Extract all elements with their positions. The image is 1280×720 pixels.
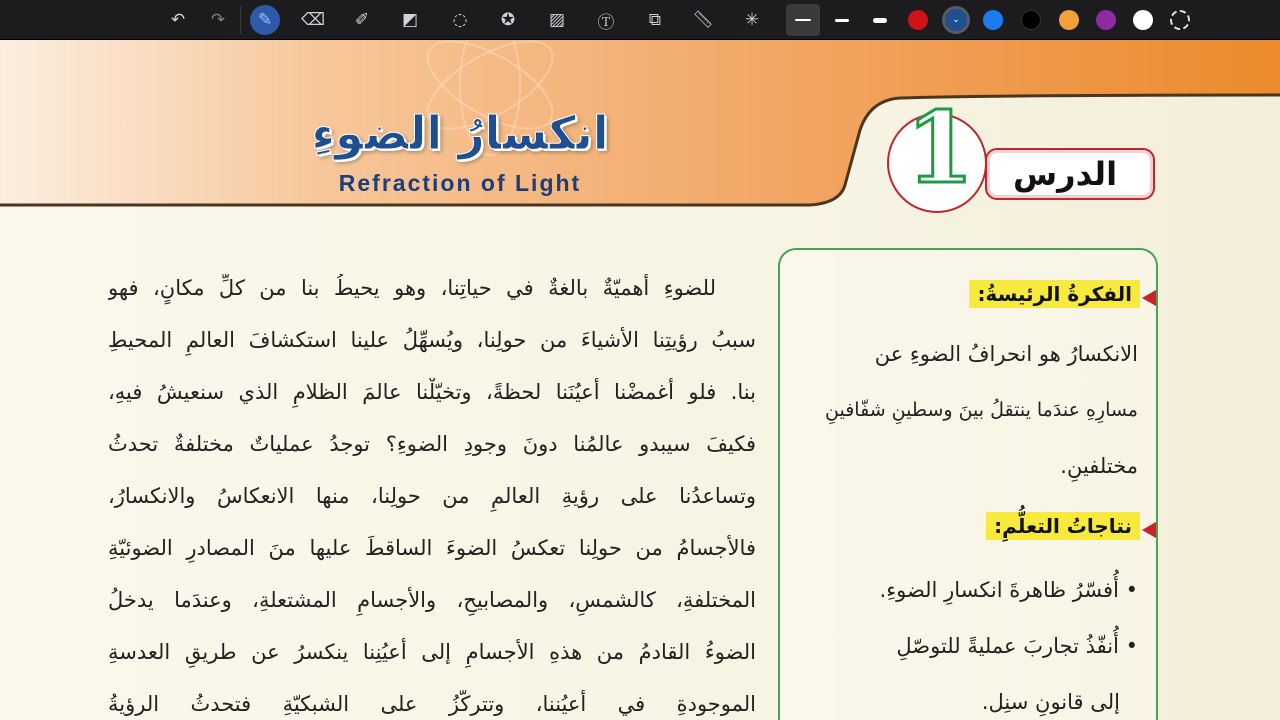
thickness-thick[interactable]: [863, 4, 897, 36]
main-idea-line: مسارِهِ عندَما ينتقلُ بينَ وسطينِ شفّافينِ: [825, 399, 1138, 421]
color-purple[interactable]: [1096, 10, 1116, 30]
scan-icon[interactable]: ⧉: [648, 10, 662, 30]
main-idea-heading: الفكرةُ الرئيسةُ:: [969, 280, 1140, 308]
color-white[interactable]: [1133, 10, 1153, 30]
lesson-objectives-box: [778, 248, 1158, 720]
main-idea-line: مختلفينِ.: [1060, 454, 1138, 478]
paragraph-line: المختلفةِ، كالشمسِ، والمصابيحِ، والأجسامِ المشتعلةِ، وعندَما يدخلُ: [108, 588, 756, 612]
lesson-number: 1: [905, 91, 975, 206]
thickness-medium[interactable]: [825, 4, 859, 36]
eraser-icon[interactable]: ⌫: [300, 10, 326, 30]
annotation-toolbar: [0, 0, 1280, 40]
lesson-title-arabic: انكسارُ الضوءِ: [311, 106, 609, 160]
paragraph-line: وتساعدُنا على رؤيةِ العالمِ من حولِنا، منها الانعكاسُ والانكسارُ،: [108, 484, 756, 508]
color-dark-blue-selected[interactable]: [942, 6, 970, 34]
color-black[interactable]: [1021, 10, 1041, 30]
image-icon[interactable]: ▨: [548, 10, 566, 30]
ruler-icon[interactable]: 📏︎: [692, 10, 714, 30]
undo-icon[interactable]: ↶: [170, 10, 186, 30]
highlighter-icon[interactable]: ✐: [354, 10, 370, 30]
color-orange[interactable]: [1059, 10, 1079, 30]
paragraph-line: الموجودةِ في أعيُننا، وتتركّزُ على الشبكيّةِ فتحدثُ الرؤيةُ: [108, 692, 756, 716]
pen-icon[interactable]: ✎: [250, 5, 280, 35]
textbook-page: [0, 40, 1280, 720]
chevron-down-icon: ⌄: [952, 15, 960, 25]
lesson-label-text: الدرس: [1012, 155, 1118, 193]
color-picker-icon[interactable]: [1170, 10, 1190, 30]
paragraph-line: الضوءُ القادمُ من هذهِ الأجسامِ إلى أعيُنِنا ينكسرُ عن طريقِ العدسةِ: [108, 640, 756, 664]
sticker-icon[interactable]: ✪: [500, 10, 516, 30]
paragraph-line: سببُ رؤيتِنا الأشياءَ من حولِنا، ويُسهِّلُ علينا استكشافَ العالمِ المحيطِ: [108, 328, 756, 352]
triangle-marker-icon: [1142, 522, 1156, 538]
lasso-icon[interactable]: ◌: [452, 10, 468, 30]
outcome-item: • أُنفّذُ تجاربَ عمليةً للتوصّلِ: [896, 634, 1138, 659]
triangle-marker-icon: [1142, 290, 1156, 306]
lesson-label: [985, 148, 1155, 200]
paragraph-line: بنا. فلو أغمضْنا أعيُنَنا لحظةً، وتخيّلْنا عالمَ الظلامِ الذي سنعيشُ فيهِ،: [108, 380, 756, 404]
paragraph-line: للضوءِ أهميّةٌ بالغةٌ في حياتِنا، وهو يحيطُ بنا من كلِّ مكانٍ، فهو: [108, 276, 716, 300]
lesson-title-english: Refraction of Light: [338, 170, 582, 196]
color-red[interactable]: [908, 10, 928, 30]
color-blue[interactable]: [983, 10, 1003, 30]
paragraph-line: فكيفَ سيبدو عالمُنا دونَ وجودِ الضوءِ؟ توجدُ عملياتٌ مختلفةٌ تحدثُ: [108, 432, 756, 456]
redo-icon[interactable]: ↷: [210, 10, 226, 30]
outcome-item-continued: إلى قانونِ سنِل.: [981, 690, 1120, 714]
intro-paragraph: [108, 274, 756, 718]
outcome-item: • أُفسّرُ ظاهرةَ انكسارِ الضوءِ.: [880, 578, 1138, 603]
thickness-thin[interactable]: [786, 4, 820, 36]
shapes-icon[interactable]: ◩: [401, 10, 419, 30]
toolbar-divider: [240, 6, 241, 34]
laser-pointer-icon[interactable]: ✳: [744, 10, 760, 30]
main-idea-line: الانكسارُ هو انحرافُ الضوءِ عن: [874, 342, 1138, 366]
outcomes-heading: نتاجاتُ التعلُّمِ:: [986, 512, 1140, 540]
paragraph-line: فالأجسامُ من حولِنا تعكسُ الضوءَ الساقطَ عليها منَ المصادرِ الضوئيّةِ: [108, 536, 756, 560]
text-icon[interactable]: Ⓣ: [597, 12, 615, 33]
